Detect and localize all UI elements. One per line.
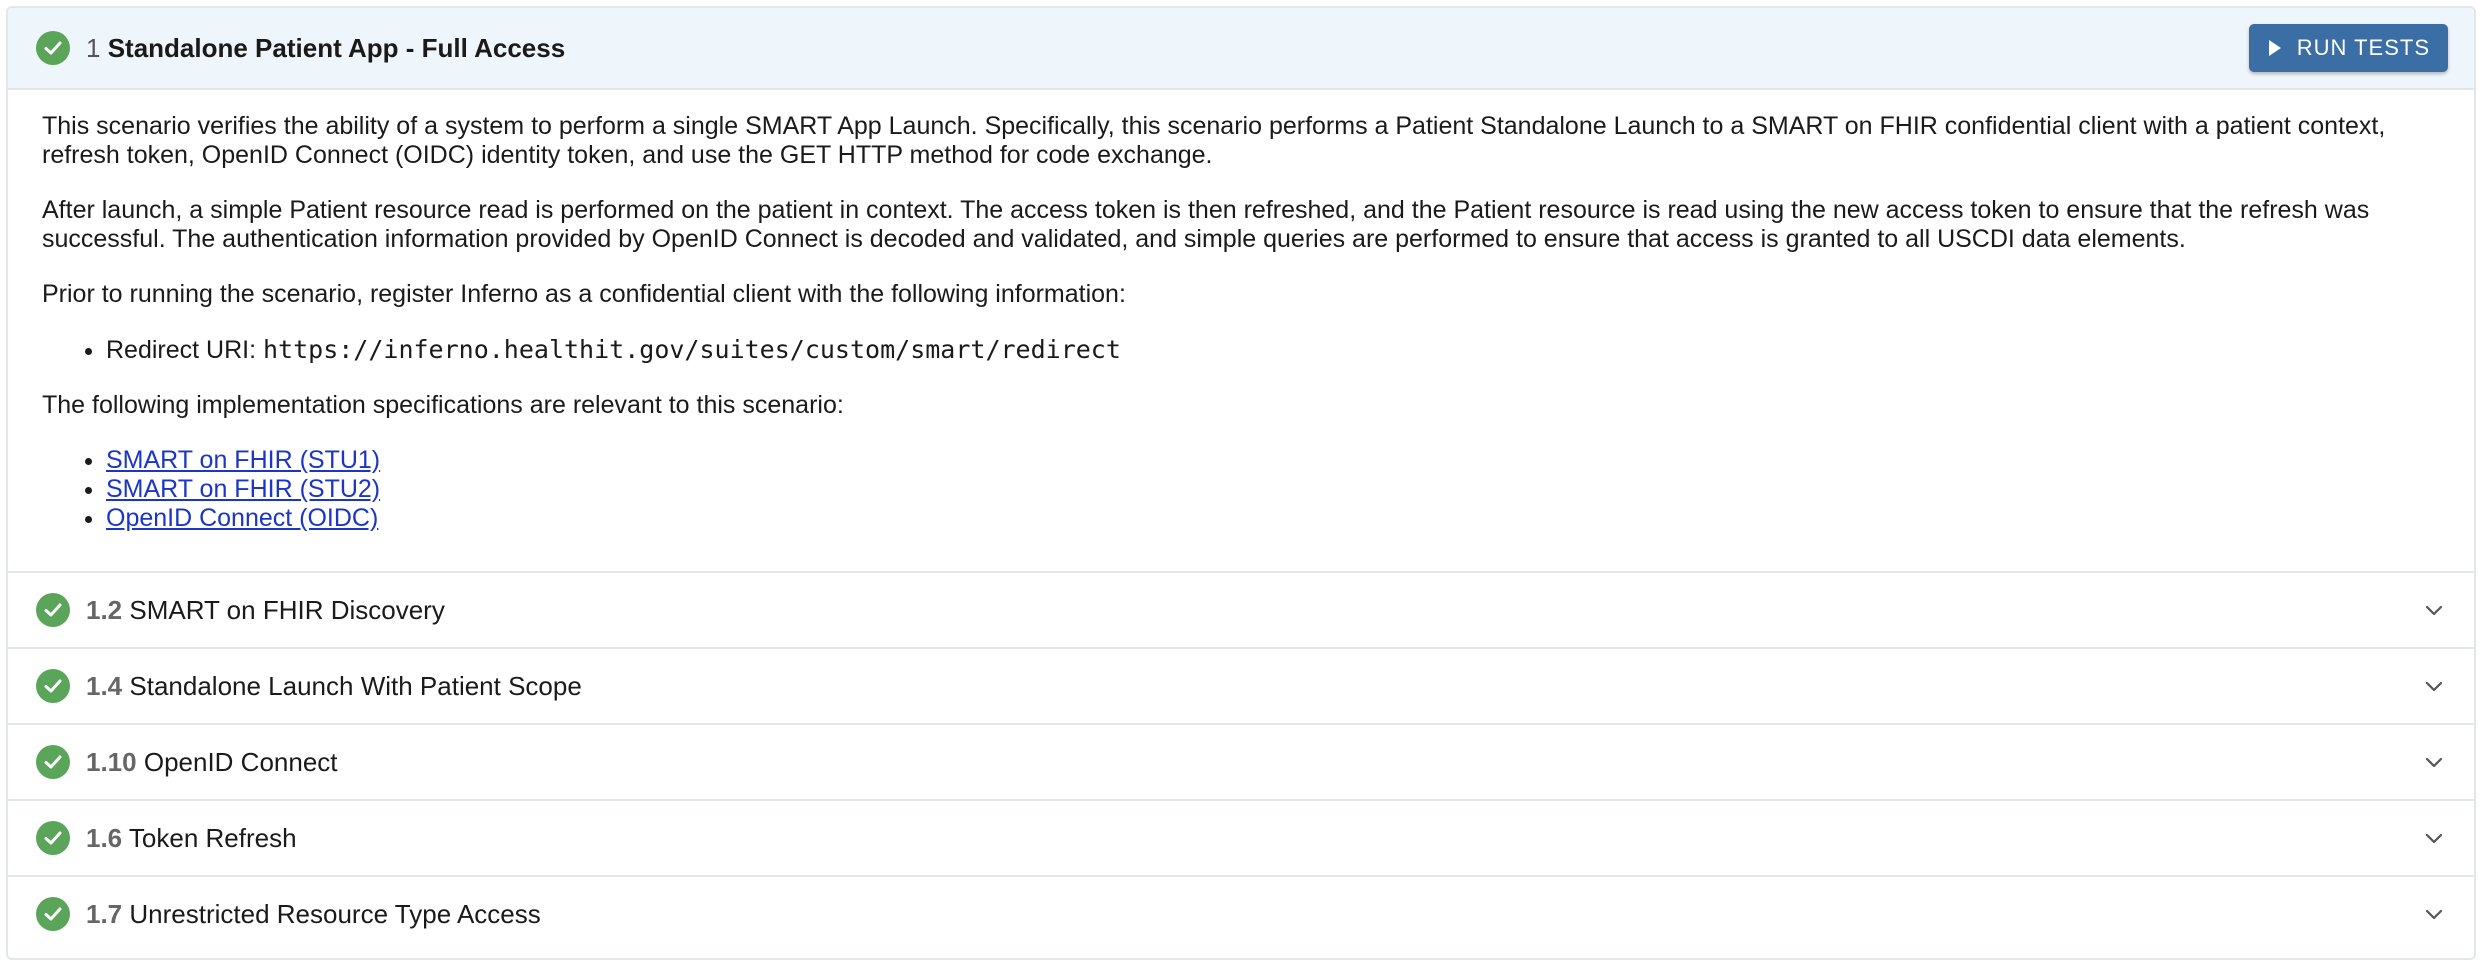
redirect-uri-value: https://inferno.healthit.gov/suites/custom/smart/redirect [262, 335, 1121, 364]
spec-link-smart-stu2[interactable]: SMART on FHIR (STU2) [106, 475, 381, 503]
description-paragraph: This scenario verifies the ability of a system to perform a single SMART App Launch. Specifically, this scenario performs a Patient Standalone Launch to a SMART on FHIR confidential client with a patient context, refresh token, OpenID Connect (OIDC) identity token, and use the GET HTTP method for code exchange. [42, 112, 2386, 169]
check-circle-icon [36, 669, 70, 703]
description-paragraph: After launch, a simple Patient resource read is performed on the patient in context. The access token is then refreshed, and the Patient resource is read using the new access token to ensure that the refresh was successful. The authentication information provided by OpenID Connect is decoded and validated, and simple queries are performed to ensure that access is granted to all USCDI data elements. [42, 196, 2370, 253]
child-group-row[interactable] [8, 723, 2474, 799]
child-group-name: Token Refresh [128, 822, 297, 853]
chevron-down-icon[interactable] [2422, 750, 2446, 774]
child-group-title [86, 595, 2422, 626]
description-paragraph: Prior to running the scenario, register Inferno as a confidential client with the following information: [42, 280, 1126, 308]
child-group-row[interactable] [8, 799, 2474, 875]
check-circle-icon [36, 593, 70, 627]
child-group-title [86, 671, 2422, 702]
chevron-down-icon[interactable] [2422, 826, 2446, 850]
check-circle-icon [36, 745, 70, 779]
child-group-name: Standalone Launch With Patient Scope [129, 670, 582, 701]
child-group-number: 1.4 [86, 670, 123, 701]
group-description [8, 90, 2474, 569]
child-group-title [86, 899, 2422, 930]
spec-link-item [106, 504, 2440, 533]
child-group-row[interactable] [8, 647, 2474, 723]
run-tests-label: RUN TESTS [2296, 35, 2430, 60]
child-group-name: SMART on FHIR Discovery [129, 594, 445, 625]
test-group-panel [6, 6, 2476, 960]
child-group-number: 1.7 [86, 898, 123, 929]
child-group-name: Unrestricted Resource Type Access [129, 898, 541, 929]
group-title [86, 33, 2249, 64]
child-group-title [86, 747, 2422, 778]
run-tests-button[interactable] [2249, 24, 2448, 72]
group-header [8, 8, 2474, 90]
chevron-down-icon[interactable] [2422, 598, 2446, 622]
child-group-row[interactable] [8, 571, 2474, 647]
child-group-row[interactable] [8, 875, 2474, 951]
child-group-list [8, 571, 2474, 951]
spec-link-oidc[interactable]: OpenID Connect (OIDC) [106, 504, 379, 532]
redirect-uri-label: Redirect URI: [106, 336, 263, 364]
spec-link-item [106, 446, 2440, 475]
group-name: Standalone Patient App - Full Access [107, 32, 566, 63]
check-circle-icon [36, 821, 70, 855]
spec-link-item [106, 475, 2440, 504]
spec-link-smart-stu1[interactable]: SMART on FHIR (STU1) [106, 446, 381, 474]
chevron-down-icon[interactable] [2422, 902, 2446, 926]
child-group-number: 1.10 [86, 746, 137, 777]
redirect-uri-item [106, 335, 2440, 365]
client-info-list [42, 335, 2440, 365]
child-group-number: 1.2 [86, 594, 123, 625]
group-number: 1 [86, 32, 101, 63]
check-circle-icon [36, 31, 70, 65]
play-icon [2269, 40, 2281, 56]
spec-links-list [42, 446, 2440, 533]
child-group-title [86, 823, 2422, 854]
description-paragraph: The following implementation specifications are relevant to this scenario: [42, 391, 844, 419]
check-circle-icon [36, 897, 70, 931]
child-group-name: OpenID Connect [143, 746, 338, 777]
chevron-down-icon[interactable] [2422, 674, 2446, 698]
child-group-number: 1.6 [86, 822, 123, 853]
